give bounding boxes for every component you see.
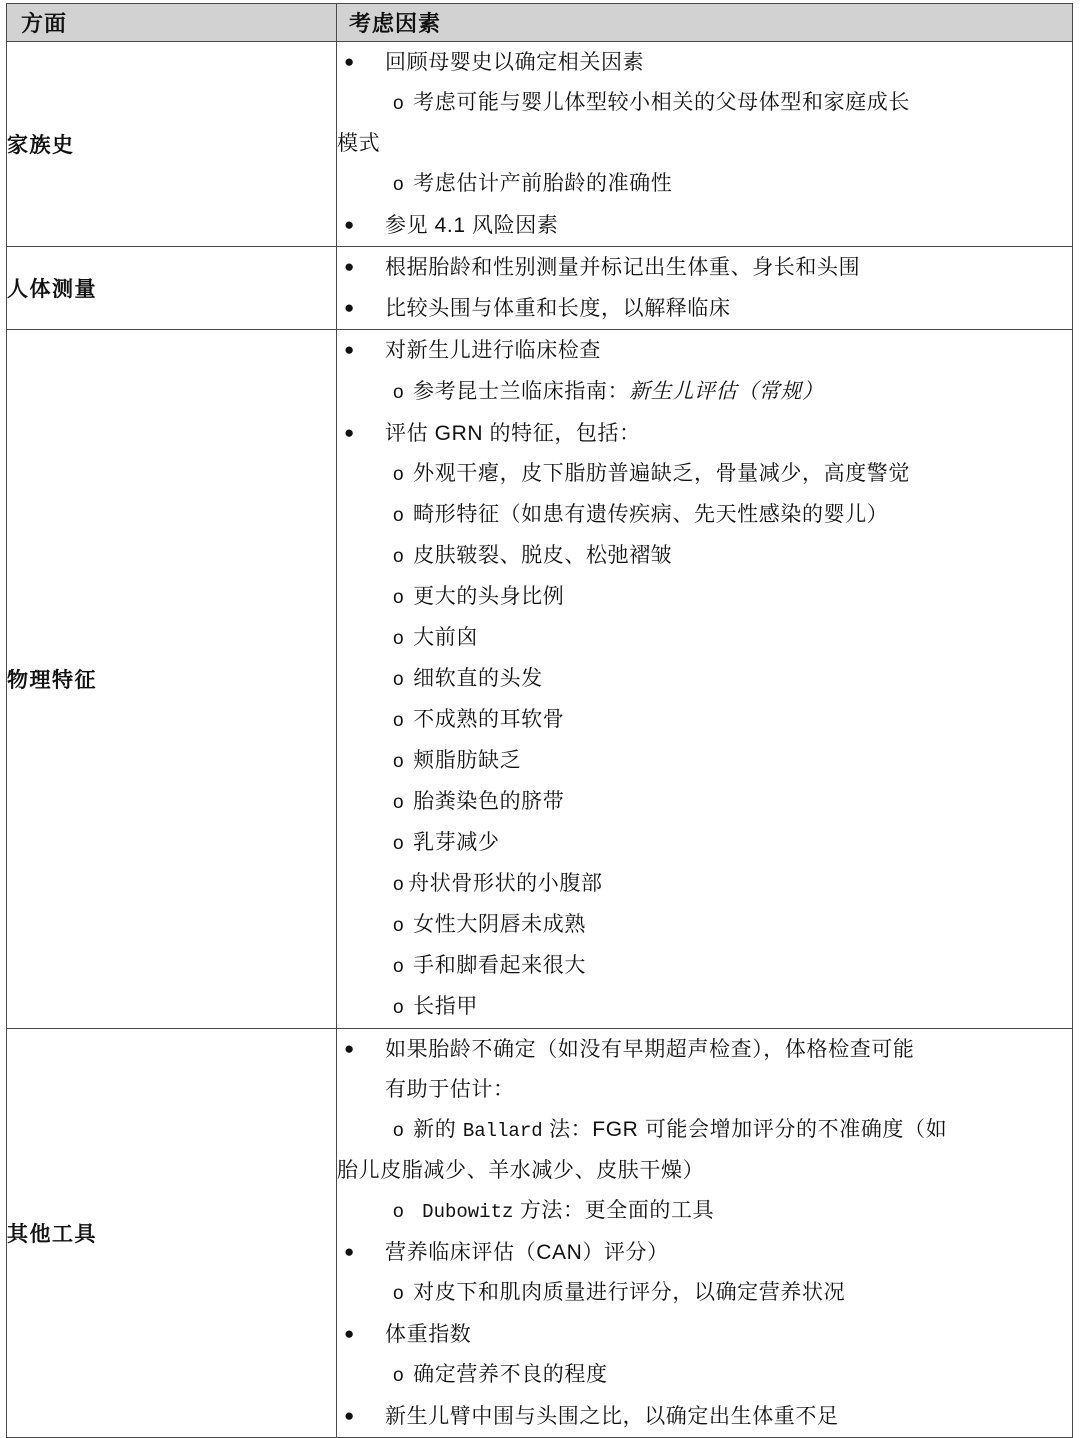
factor-subline <box>337 495 1072 536</box>
factor-subline <box>337 371 1072 413</box>
factor-line <box>337 247 1072 288</box>
factor-subline <box>337 454 1072 495</box>
factor-text-pre: 新的 <box>413 1118 463 1141</box>
factor-line <box>337 1232 1072 1273</box>
factor-subline <box>337 164 1072 205</box>
factor-line <box>337 1314 1072 1355</box>
sub-bullet-icon: o <box>393 628 405 649</box>
dubowitz-method-name: Dubowitz <box>422 1201 514 1223</box>
factor-text: 评估 GRN 的特征，包括： <box>385 422 641 445</box>
factor-line <box>337 330 1072 371</box>
factor-line <box>337 1029 1072 1070</box>
table-row <box>7 247 1073 330</box>
factor-subline <box>337 577 1072 618</box>
considerations-table <box>6 3 1073 1438</box>
factor-text: 比较头围与体重和长度，以解释临床 <box>385 297 731 320</box>
bullet-icon: ● <box>344 340 355 359</box>
factor-text: 新生儿臂中围与头围之比，以确定出生体重不足 <box>385 1405 839 1428</box>
column-header-factors <box>337 4 1073 42</box>
sub-bullet-icon: o <box>393 93 405 114</box>
factor-subline <box>337 905 1072 946</box>
table-header-row <box>7 4 1073 42</box>
factor-line <box>337 205 1072 246</box>
factor-line <box>337 413 1072 454</box>
table-body <box>7 42 1073 1438</box>
sub-bullet-icon: o <box>393 792 405 813</box>
aspect-label-family-history: 家族史 <box>7 42 337 247</box>
factor-line <box>337 1396 1072 1437</box>
sub-bullet-icon: o <box>393 464 405 485</box>
factor-line-list <box>337 1029 1072 1437</box>
sub-bullet-icon: o <box>393 669 405 690</box>
factor-text: 细软直的头发 <box>413 667 543 690</box>
factor-text: 不成熟的耳软骨 <box>413 708 565 731</box>
aspect-label-physical-features: 物理特征 <box>7 330 337 1029</box>
factor-text: 女性大阴唇未成熟 <box>413 913 586 936</box>
factor-line-list <box>337 42 1072 246</box>
table-row <box>7 42 1073 247</box>
column-header-aspect-label: 方面 <box>21 11 68 36</box>
ballard-method-name: Ballard <box>462 1120 543 1142</box>
sub-bullet-icon: o <box>393 915 405 936</box>
factor-text: 大前囟 <box>413 626 478 649</box>
factor-subline <box>337 659 1072 700</box>
factor-text: 对新生儿进行临床检查 <box>385 339 601 362</box>
factors-cell-anthropometry <box>337 247 1073 330</box>
bullet-icon: ● <box>344 215 355 234</box>
factor-text: 考虑估计产前胎龄的准确性 <box>413 172 673 195</box>
factor-subline <box>337 946 1072 987</box>
factor-text: 颊脂肪缺乏 <box>413 749 522 772</box>
factor-line <box>337 288 1072 329</box>
column-header-aspect <box>7 4 337 42</box>
aspect-label-anthropometry: 人体测量 <box>7 247 337 330</box>
sub-bullet-icon: o <box>393 751 405 772</box>
factor-subline <box>337 864 1072 905</box>
sub-bullet-icon: o <box>393 1201 405 1222</box>
factor-subline <box>337 1110 1072 1151</box>
factor-text: 乳芽减少 <box>413 831 500 854</box>
bullet-icon: ● <box>344 1242 355 1261</box>
factor-text: 更大的头身比例 <box>413 585 565 608</box>
factor-subline <box>337 823 1072 864</box>
bullet-icon: ● <box>344 52 355 71</box>
factor-text: 畸形特征（如患有遗传疾病、先天性感染的婴儿） <box>413 503 889 526</box>
factor-text: 根据胎龄和性别测量并标记出生体重、身长和头围 <box>385 256 861 279</box>
sub-bullet-icon: o <box>393 174 405 195</box>
factor-subline <box>337 618 1072 659</box>
factor-text: 体重指数 <box>385 1323 472 1346</box>
factor-wrap-line: 有助于估计： <box>385 1078 515 1101</box>
factors-cell-family-history <box>337 42 1073 247</box>
factor-text: 长指甲 <box>413 995 478 1018</box>
table-row <box>7 1029 1073 1438</box>
factor-subline <box>337 700 1072 741</box>
factor-text: 胎粪染色的脐带 <box>413 790 565 813</box>
factor-text: 营养临床评估（CAN）评分） <box>385 1241 669 1264</box>
factor-text-post: 方法：更全面的工具 <box>513 1199 715 1222</box>
factor-wrap-line: 胎儿皮脂减少、羊水减少、皮肤干燥） <box>337 1159 705 1182</box>
factor-text: 参见 4.1 风险因素 <box>385 214 559 237</box>
sub-bullet-icon: o <box>393 505 405 526</box>
sub-bullet-icon: o <box>393 1365 405 1386</box>
factor-text: 如果胎龄不确定（如没有早期超声检查），体格检查可能 <box>385 1038 915 1061</box>
bullet-icon: ● <box>344 257 355 276</box>
factor-text: 外观干瘪，皮下脂肪普遍缺乏，骨量减少，高度警觉 <box>413 462 910 485</box>
factor-line-list <box>337 330 1072 1028</box>
bullet-icon: ● <box>344 298 355 317</box>
factor-subline <box>337 83 1072 124</box>
factor-text: 参考昆士兰临床指南： <box>413 380 630 403</box>
sub-bullet-icon: o <box>393 1120 405 1141</box>
factor-subline <box>337 741 1072 782</box>
factor-text: 回顾母婴史以确定相关因素 <box>385 51 645 74</box>
sub-bullet-icon: o <box>393 956 405 977</box>
bullet-icon: ● <box>344 423 355 442</box>
sub-bullet-icon: o <box>393 587 405 608</box>
factor-line-list <box>337 247 1072 329</box>
sub-bullet-icon: o <box>393 382 405 403</box>
factor-subline <box>337 1355 1072 1396</box>
factor-text: 确定营养不良的程度 <box>413 1363 608 1386</box>
guideline-title-italic: 新生儿评估（常规） <box>629 379 824 403</box>
bullet-icon: ● <box>344 1039 355 1058</box>
sub-bullet-icon: o <box>393 710 405 731</box>
table-row <box>7 330 1073 1029</box>
column-header-factors-label: 考虑因素 <box>349 11 442 36</box>
factor-wrap-line: 模式 <box>337 132 381 155</box>
sub-bullet-icon: o <box>393 874 405 895</box>
sub-bullet-icon: o <box>393 833 405 854</box>
sub-bullet-icon: o <box>393 1283 405 1304</box>
factor-subline <box>337 1191 1072 1232</box>
factors-cell-physical-features <box>337 330 1073 1029</box>
factor-text-post: 法：FGR 可能会增加评分的不准确度（如 <box>542 1118 948 1141</box>
factor-subline <box>337 987 1072 1028</box>
factors-cell-other-tools <box>337 1029 1073 1438</box>
aspect-label-other-tools: 其他工具 <box>7 1029 337 1438</box>
factor-text: 对皮下和肌肉质量进行评分，以确定营养状况 <box>413 1281 846 1304</box>
factor-text: 考虑可能与婴儿体型较小相关的父母体型和家庭成长 <box>413 91 910 114</box>
factor-text: 舟状骨形状的小腹部 <box>408 872 603 895</box>
factor-subline <box>337 1273 1072 1314</box>
factor-subline <box>337 536 1072 577</box>
factor-line <box>337 42 1072 83</box>
factor-text: 皮肤皲裂、脱皮、松弛褶皱 <box>413 544 673 567</box>
bullet-icon: ● <box>344 1406 355 1425</box>
factor-subline <box>337 782 1072 823</box>
sub-bullet-icon: o <box>393 546 405 567</box>
factor-text: 手和脚看起来很大 <box>413 954 586 977</box>
sub-bullet-icon: o <box>393 997 405 1018</box>
bullet-icon: ● <box>344 1324 355 1343</box>
